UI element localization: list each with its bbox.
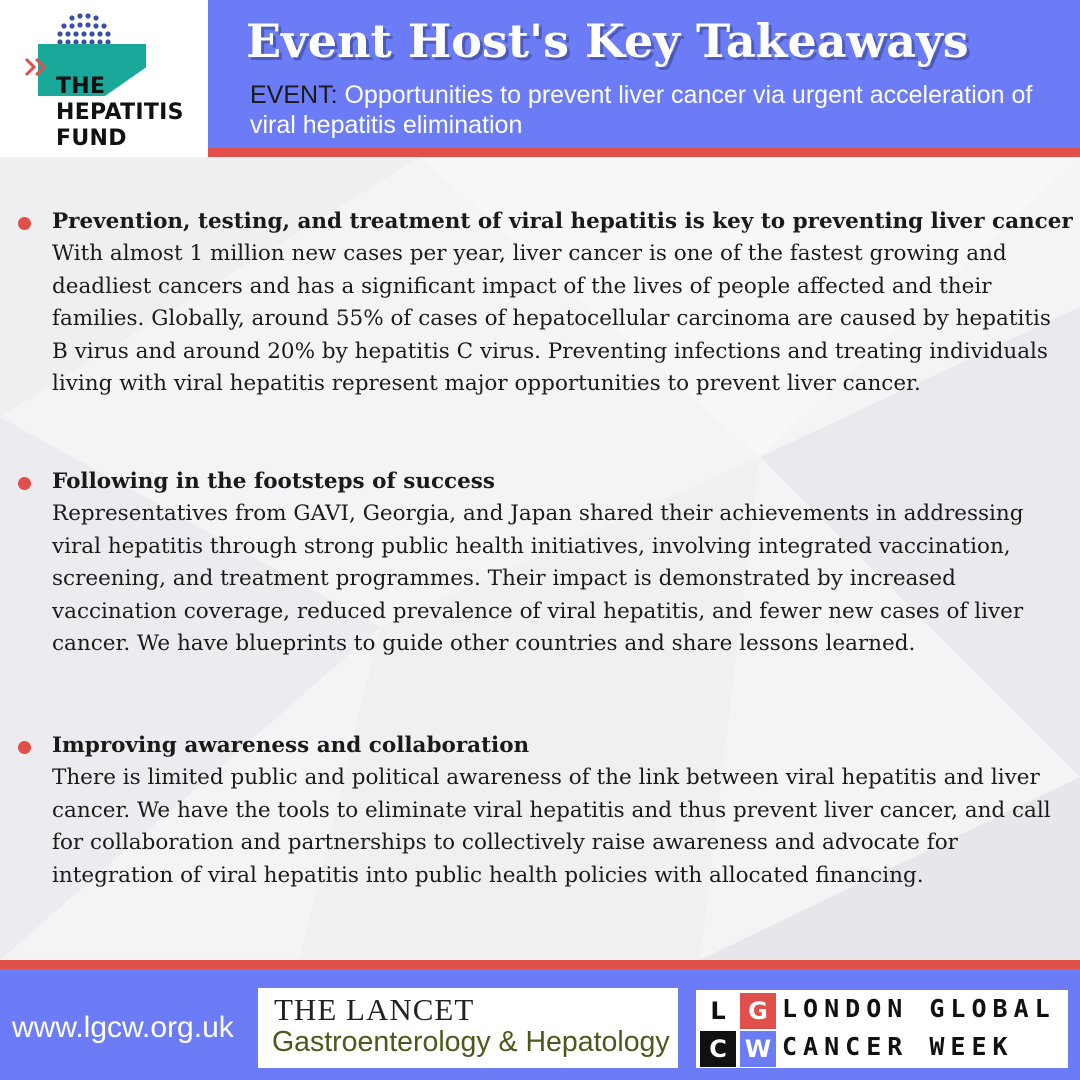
lgcw-letter-c: C <box>700 1031 736 1067</box>
lgcw-line-1: LONDON GLOBAL <box>782 994 1056 1023</box>
lgcw-letter-g: G <box>740 993 776 1029</box>
page-title: Event Host's Key Takeaways <box>246 14 969 68</box>
bullet-icon <box>18 477 31 490</box>
logo-line-3: FUND <box>56 126 127 151</box>
takeaway-item <box>18 729 1068 892</box>
hepatitis-fund-logo <box>0 0 208 158</box>
logo-line-1: THE <box>56 74 106 99</box>
content-area <box>0 157 1080 960</box>
lgcw-letter-w: W <box>740 1031 776 1067</box>
bullet-icon <box>18 741 31 754</box>
lgcw-line-2: CANCER WEEK <box>782 1032 1014 1061</box>
lancet-subtitle: Gastroenterology & Hepatology <box>272 1026 670 1058</box>
lancet-title: THE LANCET <box>274 992 475 1027</box>
logo-wordmark <box>56 74 184 152</box>
takeaway-body: Representatives from GAVI, Georgia, and Japan shared their achievements in addressing viral hepatitis through strong public health initiatives, involving integrated vaccination, screening, and treatment programmes. Their impact is demonstrated by increased vaccination coverage, reduced prevalence of viral hepatitis, and fewer new cases of liver cancer. We have blueprints to guide other countries and share lessons learned. <box>52 501 1024 656</box>
takeaway-body: With almost 1 million new cases per year, liver cancer is one of the fastest growing and deadliest cancers and has a significant impact of the lives of people affected and their families. Globally, around 55% of cases of hepatocellular carcinoma are caused by hepatitis B virus and around 20% by hepatitis C virus. Preventing infections and treating individuals living with viral hepatitis represent major opportunities to prevent liver cancer. <box>52 241 1051 396</box>
lgcw-letter-l: L <box>700 993 736 1029</box>
takeaway-body: There is limited public and political awareness of the link between viral hepatitis and liver cancer. We have the tools to eliminate viral hepatitis and thus prevent liver cancer, and call for collaboration and partnerships to collectively raise awareness and advocate for integration of viral hepatitis into public health policies with allocated financing. <box>52 765 1051 888</box>
chevron-right-icon <box>24 56 54 78</box>
takeaway-item <box>18 465 1068 661</box>
bullet-icon <box>18 217 31 230</box>
logo-line-2: HEPATITIS <box>56 100 184 125</box>
event-subtitle <box>250 80 1050 140</box>
footer-divider <box>0 960 1080 969</box>
takeaway-title: Improving awareness and collaboration <box>52 733 530 758</box>
takeaway-item <box>18 205 1073 401</box>
takeaway-title: Prevention, testing, and treatment of viral hepatitis is key to preventing liver cancer <box>52 209 1073 234</box>
takeaway-title: Following in the footsteps of success <box>52 469 496 494</box>
lgcw-logo <box>696 990 1068 1068</box>
event-text: Opportunities to prevent liver cancer via urgent acceleration of viral hepatitis elimination <box>250 81 1033 139</box>
event-label: EVENT: <box>250 81 338 109</box>
website-link[interactable]: www.lgcw.org.uk <box>12 1011 234 1044</box>
lancet-logo <box>258 988 678 1068</box>
